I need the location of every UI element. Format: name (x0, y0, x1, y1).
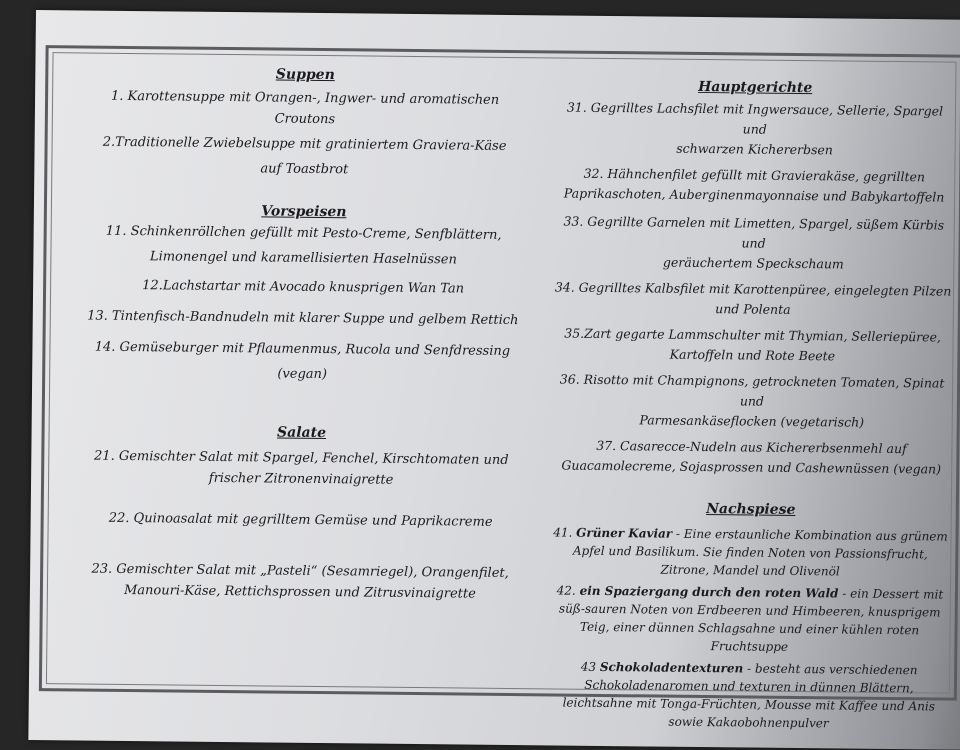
menu-paper (28, 10, 960, 750)
heading-salate: Salate (277, 424, 327, 442)
menu-item-41-title: Grüner Kaviar (576, 525, 673, 541)
menu-item-23: 23. Gemischter Salat mit „Pasteli“ (Sesamriegel), Orangenfilet, (91, 561, 509, 581)
menu-item-21: 21. Gemischter Salat mit Spargel, Fenchel, Kirschtomaten und (93, 448, 509, 468)
menu-item-31-cont: schwarzen Kichererbsen (676, 140, 833, 158)
menu-item-43 (548, 657, 949, 733)
heading-suppen: Suppen (275, 66, 335, 84)
menu-item-41 (550, 523, 951, 581)
menu-item-37-cont: Guacamolecreme, Sojasprossen und Cashewnüssen (vegan) (561, 457, 942, 477)
menu-item-21-cont: frischer Zitronenvinaigrette (208, 470, 394, 488)
menu-item-23-cont: Manouri-Käse, Rettichsprossen und Zitrusvinaigrette (123, 582, 476, 602)
menu-item-41-desc: - Eine erstaunliche Kombination aus grünem Apfel und Basilikum. Sie finden Noten von Passionsfrucht, Zitrone, Mandel und Olivenöl (572, 526, 948, 579)
menu-item-11: 11. Schinkenröllchen gefüllt mit Pesto-Creme, Senfblättern, (105, 223, 502, 243)
menu-item-1: 1. Karottensuppe mit Orangen-, Ingwer- und aromatischen Croutons (110, 88, 500, 128)
menu-item-31: 31. Gegrilltes Lachsfilet mit Ingwersauce, Sellerie, Spargel und (566, 99, 944, 137)
left-column (70, 62, 536, 605)
menu-item-33: 33. Gegrillte Garnelen mit Limetten, Spargel, süßem Kürbis und (563, 213, 945, 251)
menu-item-42-desc: - ein Dessert mit süß-sauren Noten von Erdbeeren und Himbeeren, knusprigem Teig, einer dünnen Schlagsahne und einer kühlen roten Fruchtsuppe (558, 586, 944, 654)
menu-item-2-cont: auf Toastbrot (260, 161, 349, 178)
menu-item-14-cont: (vegan) (277, 366, 328, 383)
heading-hauptgerichte: Hauptgerichte (698, 78, 813, 97)
menu-item-12: 12.Lachstartar mit Avocado knusprigen Wan Tan (142, 278, 465, 297)
menu-item-13: 13. Tintenfisch-Bandnudeln mit klarer Suppe und gelbem Rettich (87, 308, 519, 329)
menu-item-35-cont: Kartoffeln und Rote Beete (669, 346, 836, 364)
menu-item-14: 14. Gemüseburger mit Pflaumenmus, Rucola und Senfdressing (94, 339, 511, 359)
menu-item-33-cont: geräuchertem Speckschaum (662, 254, 844, 272)
menu-item-34-cont: und Polenta (715, 301, 791, 317)
heading-nachspiese: Nachspiese (706, 501, 796, 518)
menu-item-42 (549, 581, 950, 657)
heading-vorspeisen: Vorspeisen (261, 203, 347, 221)
menu-item-42-num: 42. (556, 583, 576, 598)
menu-item-34: 34. Gegrilltes Kalbsfilet mit Karottenpüree, eingelegten Pilzen (554, 279, 952, 299)
menu-item-42-title: ein Spaziergang durch den roten Wald (579, 583, 839, 601)
menu-item-32: 32. Hähnchenfilet gefüllt mit Gravierakäse, gegrillten (583, 165, 926, 185)
right-column (548, 75, 955, 733)
menu-item-43-num: 43 (580, 659, 597, 674)
menu-item-36: 36. Risotto mit Champignons, getrockneten Tomaten, Spinat und (559, 371, 945, 409)
menu-item-22: 22. Quinoasalat mit gegrilltem Gemüse und Paprikacreme (108, 510, 493, 530)
menu-item-43-desc: - besteht aus verschiedenen Schokoladenaromen und texturen in dünnen Blättern, leichtsahne mit Tonga-Früchten, Mousse mit Kaffee und Anis sowie Kakaobohnenpulver (562, 661, 936, 731)
menu-item-37: 37. Casarecce-Nudeln aus Kichererbsenmehl auf (596, 437, 907, 457)
menu-item-32-cont: Paprikaschoten, Auberginenmayonnaise und Babykartoffeln (563, 185, 945, 205)
menu-item-43-title: Schokoladentexturen (599, 659, 744, 676)
menu-item-36-cont: Parmesankäseflocken (vegetarisch) (639, 412, 865, 430)
menu-item-35: 35.Zart gegarte Lammschulter mit Thymian, Selleriepüree, (564, 325, 942, 345)
menu-item-2: 2.Traditionelle Zwiebelsuppe mit gratiniertem Graviera-Käse (102, 134, 507, 154)
menu-item-11-cont: Limonengel und karamellisierten Haselnüssen (149, 249, 457, 268)
menu-item-41-num: 41. (553, 525, 573, 540)
